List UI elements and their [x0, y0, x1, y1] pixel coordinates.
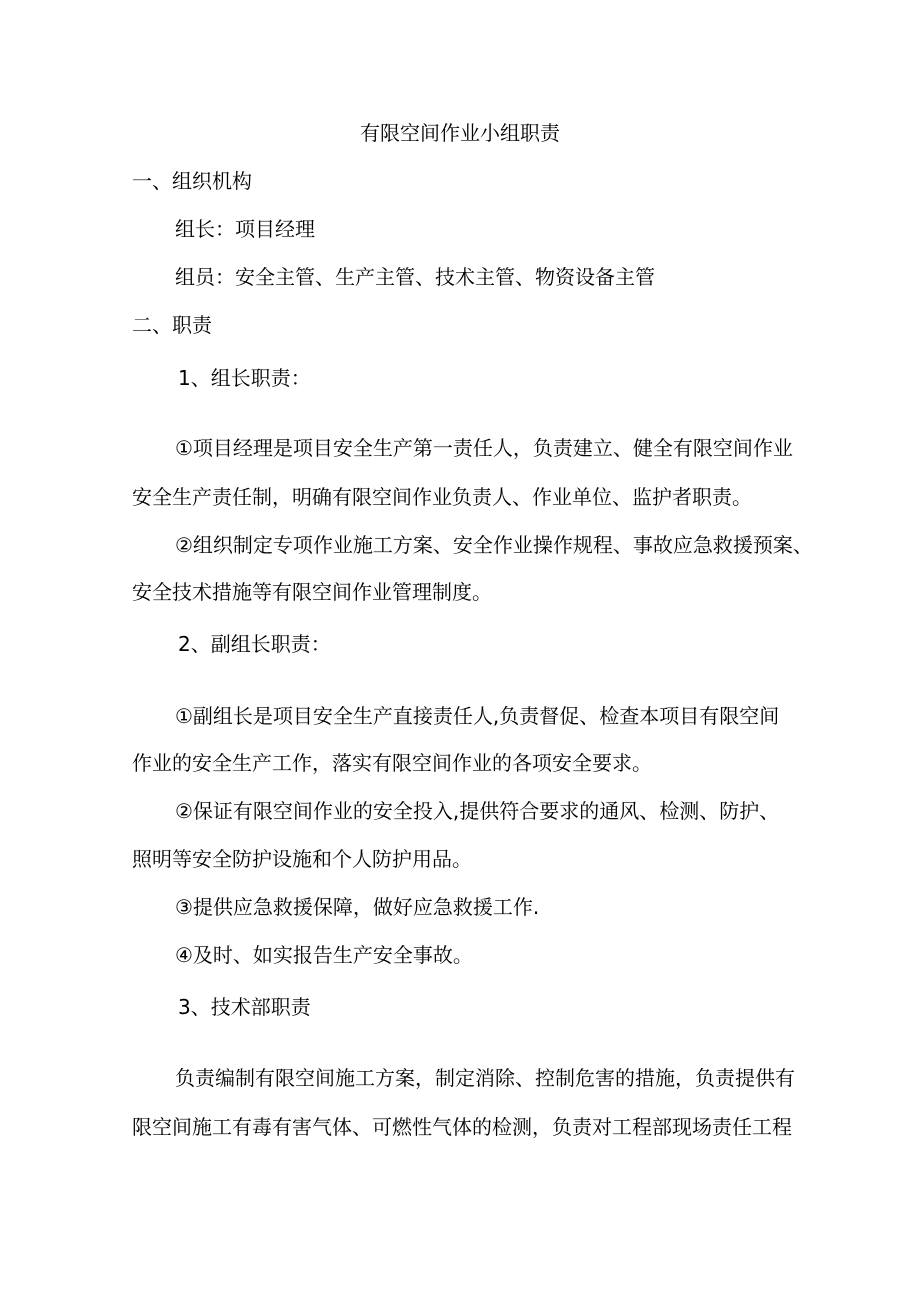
deputy-duty-item1-line2: 作业的安全生产工作，落实有限空间作业的各项安全要求。 — [132, 751, 652, 775]
section-heading-duties: 二、职责 — [132, 313, 212, 337]
tech-duty-para-line1: 负责编制有限空间施工方案，制定消除、控制危害的措施，负责提供有 — [175, 1066, 795, 1090]
leader-duty-item2-line2: 安全技术措施等有限空间作业管理制度。 — [132, 580, 492, 604]
org-members: 组员：安全主管、生产主管、技术主管、物资设备主管 — [175, 265, 655, 289]
document-title: 有限空间作业小组职责 — [360, 121, 560, 145]
leader-duty-item2-line1: ②组织制定专项作业施工方案、安全作业操作规程、事故应急救援预案、 — [175, 533, 813, 557]
tech-duty-para-line2: 限空间施工有毒有害气体、可燃性气体的检测，负责对工程部现场责任工程 — [132, 1115, 792, 1139]
section-heading-org: 一、组织机构 — [132, 169, 252, 193]
deputy-duty-item2-line1: ②保证有限空间作业的安全投入,提供符合要求的通风、检测、防护、 — [175, 799, 780, 823]
deputy-duty-item1-line1: ①副组长是项目安全生产直接责任人,负责督促、检查本项目有限空间 — [175, 704, 780, 728]
org-leader: 组长：项目经理 — [175, 217, 315, 241]
deputy-duty-item2-line2: 照明等安全防护设施和个人防护用品。 — [132, 847, 472, 871]
deputy-duty-item3: ③提供应急救援保障，做好应急救援工作. — [175, 895, 540, 919]
leader-duty-item1-line2: 安全生产责任制，明确有限空间作业负责人、作业单位、监护者职责。 — [132, 485, 752, 509]
deputy-duty-item4: ④及时、如实报告生产安全事故。 — [175, 943, 473, 967]
tech-duty-heading: 3、技术部职责 — [178, 995, 311, 1019]
leader-duty-item1-line1: ①项目经理是项目安全生产第一责任人，负责建立、健全有限空间作业 — [175, 436, 793, 460]
leader-duty-heading: 1、组长职责： — [178, 366, 311, 390]
deputy-duty-heading: 2、副组长职责： — [178, 632, 331, 656]
